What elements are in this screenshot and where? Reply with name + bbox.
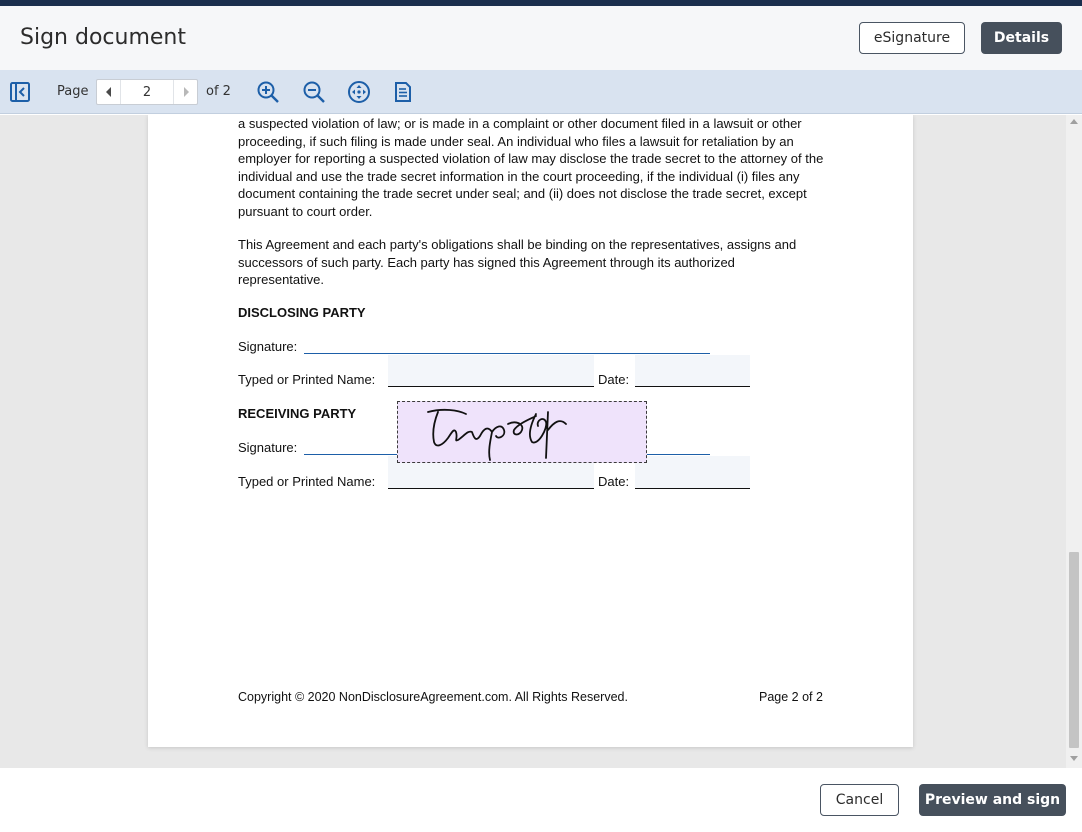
previous-page-button[interactable] (97, 80, 121, 104)
next-page-button[interactable] (173, 80, 197, 104)
date-label: Date: (598, 372, 630, 387)
disclosing-date-field[interactable] (635, 355, 750, 386)
page-label: Page (57, 84, 89, 99)
disclosing-party-heading: DISCLOSING PARTY (238, 305, 366, 320)
page-navigator (96, 79, 198, 105)
receiving-date-line (635, 488, 750, 489)
typed-name-label: Typed or Printed Name: (238, 474, 376, 489)
zoom-out-icon[interactable] (302, 80, 326, 104)
placed-signature-field[interactable] (397, 401, 647, 463)
action-bar (0, 768, 1082, 832)
footer-page-number: Page 2 of 2 (759, 690, 823, 704)
date-label: Date: (598, 474, 630, 489)
disclosing-name-field[interactable] (388, 355, 594, 386)
disclosing-name-line (388, 386, 594, 387)
scroll-thumb[interactable] (1069, 552, 1079, 748)
page-count: of 2 (206, 84, 231, 99)
document-page (148, 115, 913, 747)
signature-label: Signature: (238, 339, 298, 354)
footer-copyright: Copyright © 2020 NonDisclosureAgreement.com. All Rights Reserved. (238, 690, 628, 704)
pan-icon[interactable] (347, 80, 371, 104)
receiving-name-line (388, 488, 594, 489)
signature-label: Signature: (238, 440, 298, 455)
paragraph-confidentiality: a suspected violation of law; or is made in a complaint or other document filed in a lawsuit or other proceeding, if such filing is made under seal. An individual who files a lawsuit for retaliation by an employer for reporting a suspected violation of law may disclose the trade secret to the attorney of the individual and use the trade secret information in the court proceeding, if the individual (i) files any document containing the trade secret under seal; and (ii) does not disclose the trade secret, except pursuant to court order. (238, 116, 824, 219)
cancel-button[interactable]: Cancel (820, 784, 899, 816)
zoom-in-icon[interactable] (256, 80, 280, 104)
handwritten-signature (398, 402, 646, 462)
receiving-party-heading: RECEIVING PARTY (238, 406, 357, 421)
disclosing-date-line (635, 386, 750, 387)
preview-and-sign-button[interactable]: Preview and sign (919, 784, 1066, 816)
document-viewer[interactable] (0, 115, 1082, 768)
disclosing-signature-line[interactable] (304, 353, 710, 354)
viewer-toolbar (0, 70, 1082, 114)
page-number-input[interactable] (122, 80, 172, 104)
scroll-down-icon[interactable] (1070, 756, 1078, 761)
sidebar-toggle-icon[interactable] (8, 80, 32, 104)
header (0, 6, 1082, 70)
scroll-up-icon[interactable] (1070, 119, 1078, 124)
details-button[interactable]: Details (981, 22, 1062, 54)
page-title: Sign document (20, 25, 186, 50)
esignature-button[interactable]: eSignature (859, 22, 965, 54)
receiving-date-field[interactable] (635, 456, 750, 489)
paragraph-binding: This Agreement and each party's obligations shall be binding on the representatives, assigns and successors of such party. Each party has signed this Agreement through its authorized representative. (238, 237, 797, 287)
fit-page-icon[interactable] (391, 80, 415, 104)
typed-name-label: Typed or Printed Name: (238, 372, 376, 387)
vertical-scrollbar[interactable] (1066, 115, 1082, 768)
